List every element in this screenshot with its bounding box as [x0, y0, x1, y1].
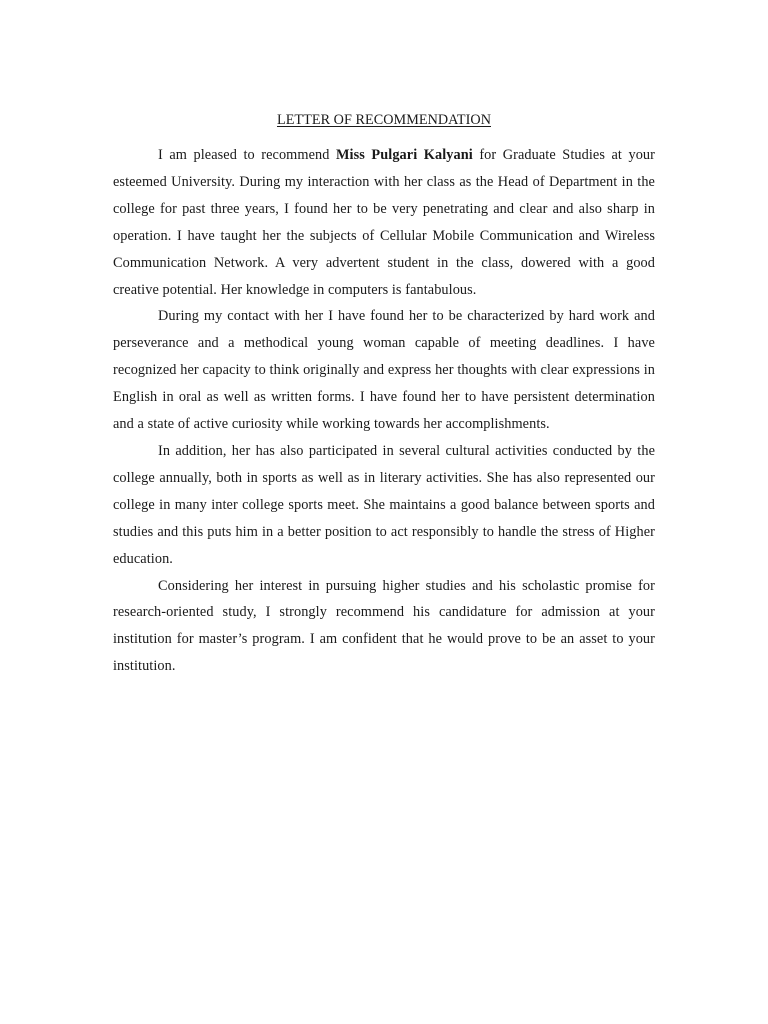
- letter-body: [113, 142, 655, 680]
- letter-title: LETTER OF RECOMMENDATION: [276, 112, 491, 128]
- paragraph-2: During my contact with her I have found her to be characterized by hard work and perseverance and a methodical young woman capable of meeting deadlines. I have recognized her capacity to think originally and express her thoughts with clear expressions in English in oral as well as written forms. I have found her to have persistent determination and a state of active curiosity while working towards her accomplishments.: [113, 308, 655, 433]
- paragraph-1-intro: I am pleased to recommend: [158, 147, 336, 163]
- paragraph-3: In addition, her has also participated in several cultural activities conducted by the college annually, both in sports as well as in literary activities. She has also represented our college in many inter college sports meet. She maintains a good balance between sports and studies and this puts him in a better position to act responsibly to handle the stress of Higher education.: [113, 442, 655, 567]
- paragraph-4: Considering her interest in pursuing higher studies and his scholastic promise for research-oriented study, I strongly recommend his candidature for admission at your institution for master’s program. I am confident that he would prove to be an asset to your institution.: [113, 577, 655, 675]
- paragraph-1-rest: for Graduate Studies at your esteemed University. During my interaction with her class as the Head of Department in the college for past three years, I found her to be very penetrating and clear and also sharp in operation. I have taught her the subjects of Cellular Mobile Communication and Wireless Communication Network. A very advertent student in the class, dowered with a good creative potential. Her knowledge in computers is fantabulous.: [113, 147, 655, 298]
- candidate-name: Miss Pulgari Kalyani: [335, 147, 473, 163]
- paragraph-1: [113, 142, 655, 303]
